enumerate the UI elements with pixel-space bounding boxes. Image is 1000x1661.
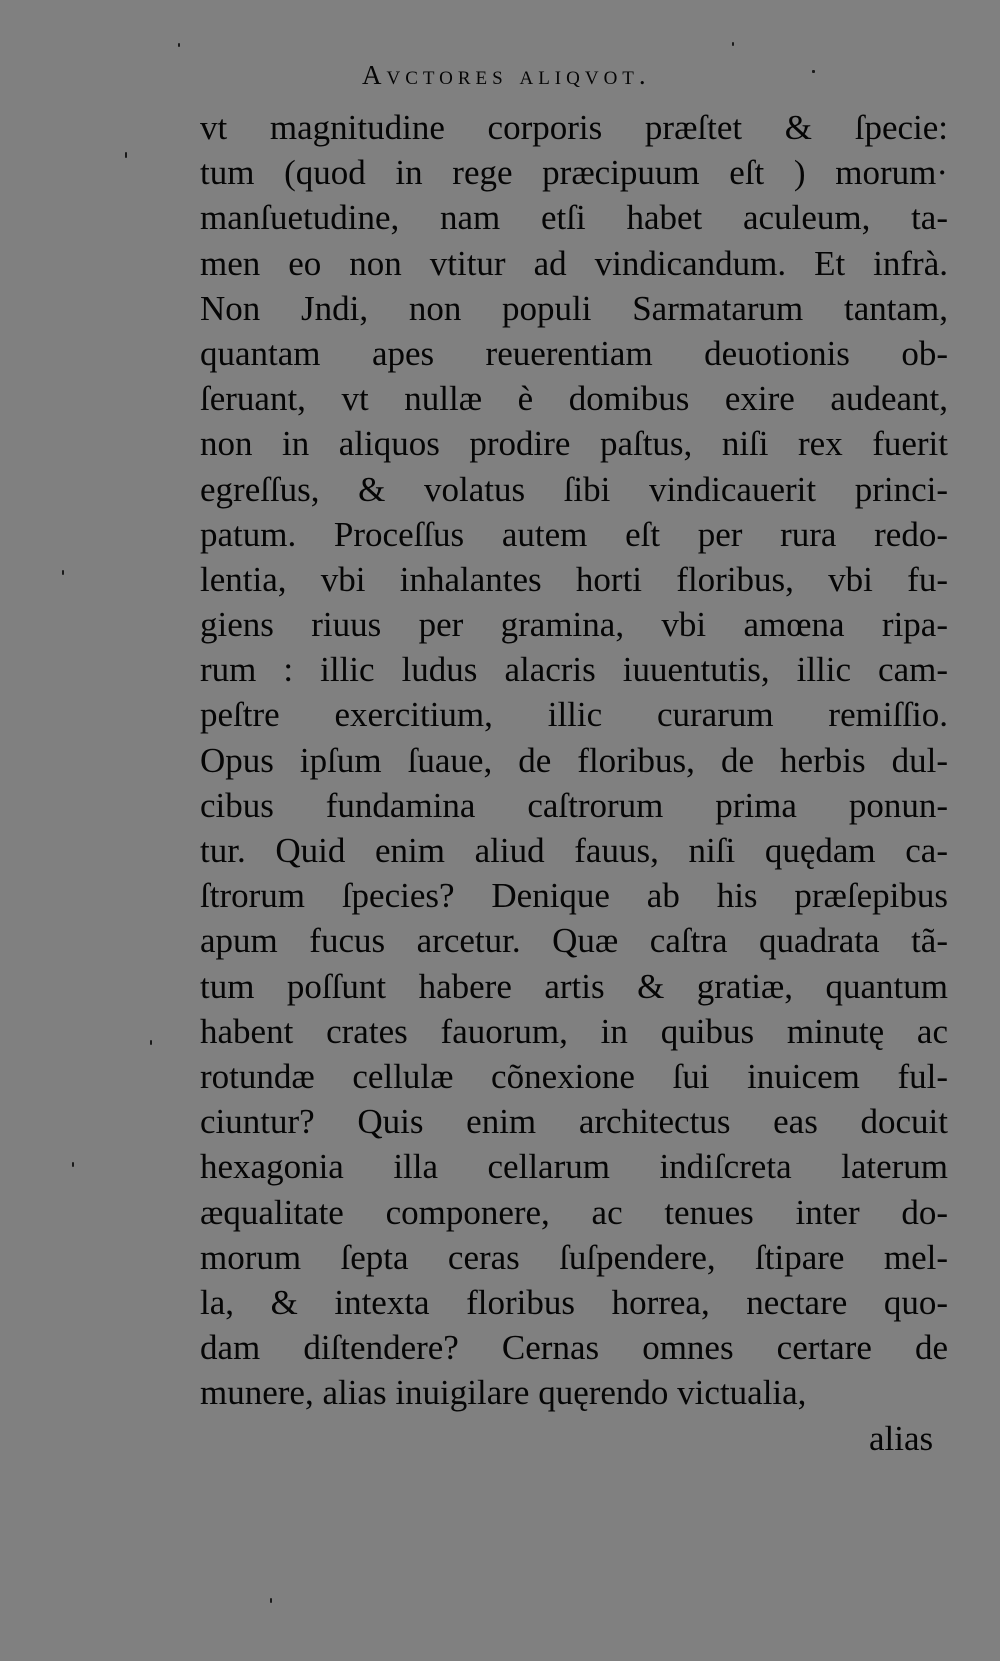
text-line: patum. Proceſſus autem eſt per rura redo- [200,514,948,554]
text-line: morum ſepta ceras ſuſpendere, ſtipare mel- [200,1237,948,1277]
text-line: non in aliquos prodire paſtus, niſi rex fuerit [200,424,948,464]
dust-speck [270,1598,272,1603]
text-line: la, & intexta floribus horrea, nectare quo- [200,1282,948,1322]
text-line: men eo non vtitur ad vindicandum. Et infrà. [200,243,948,283]
text-line: dam diſtendere? Cernas omnes certare de [200,1328,948,1368]
body-text [200,105,948,1415]
text-line: vt magnitudine corporis præſtet & ſpecie: [200,108,948,147]
text-line: æqualitate componere, ac tenues inter do- [200,1192,948,1232]
dust-speck [812,70,815,73]
text-line: Opus ipſum ſuaue, de floribus, de herbis dul- [200,740,948,780]
text-line: apum fucus arcetur. Quæ caſtra quadrata tã- [200,921,948,961]
dust-speck [150,1040,152,1045]
text-line: cibus fundamina caſtrorum prima ponun- [200,785,948,825]
text-line: tum poſſunt habere artis & gratiæ, quantum [200,966,948,1006]
text-line: lentia, vbi inhalantes horti floribus, vbi fu- [200,559,948,599]
catchword: alias [869,1419,934,1458]
dust-speck [732,42,734,46]
text-line: giens riuus per gramina, vbi amœna ripa- [200,605,948,645]
text-line: ſtrorum ſpecies? Denique ab his præſepibus [200,876,948,916]
text-line: rum : illic ludus alacris iuuentutis, illic cam- [200,650,948,690]
text-line: egreſſus, & volatus ſibi vindicauerit princi- [200,469,948,509]
text-line: manſuetudine, nam etſi habet aculeum, ta- [200,198,948,238]
text-line: rotundæ cellulæ cõnexione ſui inuicem ful- [200,1056,948,1096]
dust-speck [125,152,127,158]
text-line: hexagonia illa cellarum indiſcreta laterum [200,1147,948,1187]
text-line: peſtre exercitium, illic curarum remiſſio. [200,695,948,735]
dust-speck [62,570,64,575]
text-line: tur. Quid enim aliud fauus, niſi quędam ca- [200,831,948,870]
dust-speck [178,43,180,47]
text-line: ſeruant, vt nullæ è domibus exire audeant, [200,379,948,419]
text-line: munere, alias inuigilare quęrendo victualia, [200,1373,807,1413]
dust-speck [72,1162,74,1167]
text-line: quantam apes reuerentiam deuotionis ob- [200,333,948,373]
text-line: tum (quod in rege præcipuum eſt ) morum· [200,153,948,193]
text-line: Non Jndi, non populi Sarmatarum tantam, [200,288,948,328]
text-line: habent crates fauorum, in quibus minutę ac [200,1011,948,1051]
text-line: ciuntur? Quis enim architectus eas docuit [200,1102,948,1142]
running-head: Avctores aliqvot. [362,60,651,90]
